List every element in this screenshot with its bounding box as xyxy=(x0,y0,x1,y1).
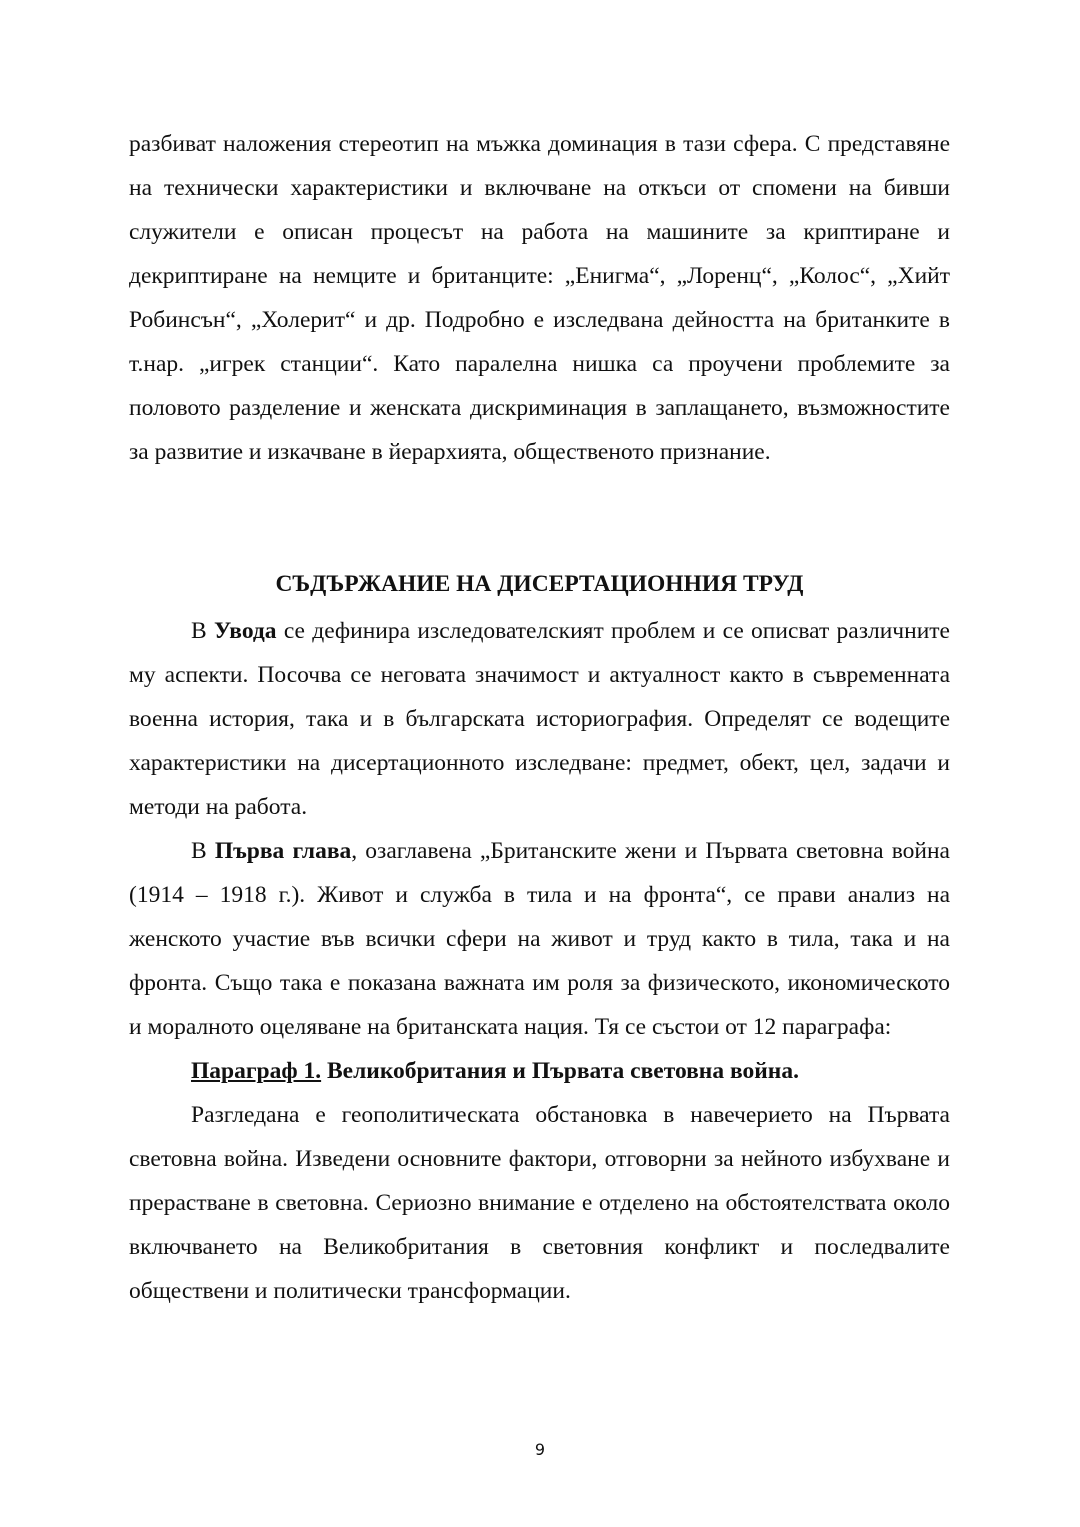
chapter1-bold-term: Първа глава xyxy=(214,838,352,864)
section-title: СЪДЪРЖАНИЕ НА ДИСЕРТАЦИОННИЯ ТРУД xyxy=(275,571,804,597)
page-number: 9 xyxy=(534,1440,546,1459)
chapter1-prefix: В xyxy=(191,838,215,864)
chapter1-text: , озаглавена „Британските жени и Първата световна война (1914 – 1918 г.). Живот и служба в тила и на фронта“, се прави анализ на женското участие във всички сфери на живот и труд както в тила, така и на фронта. Също така е показана важната им роля за физическото, икономическото и моралното оцеляване на британската нация. Тя се състои от 12 параграфа: xyxy=(129,838,950,1040)
paragraph1-title: Великобритания и Първата световна война. xyxy=(321,1058,799,1084)
paragraph1-text: Разгледана е геополитическата обстановка в навечерието на Първата световна война. Изведени основните фактори, отговорни за нейното избухване и прерастване в световна. Сериозно внимание е отделено на обстоятелствата около включването на Великобритания в световния конфликт и последвалите обществени и политически трансформации. xyxy=(129,1102,950,1304)
paragraph1-heading xyxy=(129,1049,950,1093)
intro-paragraph: разбиват наложения стереотип на мъжка доминация в тази сфера. С представяне на технически характеристики и включване на откъси от спомени на бивши служители е описан процесът на работа на машините за криптиране и декриптиране на немците и британците: „Енигма“, „Лоренц“, „Колос“, „Хийт Робинсън“, „Холерит“ и др. Подробно е изследвана дейността на британките в т.нар. „игрек станции“. Като паралелна нишка са проучени проблемите за половото разделение и женската дискриминация в заплащането, възможностите за развитие и изкачване в йерархията, общественото признание. xyxy=(129,131,950,465)
intro-text-block xyxy=(129,122,950,474)
introduction-prefix: В xyxy=(191,618,214,644)
introduction-text: се дефинира изследователският проблем и се описват различните му аспекти. Посочва се неговата значимост и актуалност както в съвременната военна история, така и в българската историография. Определят се водещите характеристики на дисертационното изследване: предмет, обект, цел, задачи и методи на работа. xyxy=(129,618,950,820)
introduction-bold-term: Увода xyxy=(213,618,277,644)
paragraph1-label: Параграф 1. xyxy=(191,1058,322,1084)
introduction-paragraph xyxy=(129,609,950,829)
main-text-block xyxy=(129,609,950,1313)
chapter1-paragraph xyxy=(129,829,950,1049)
